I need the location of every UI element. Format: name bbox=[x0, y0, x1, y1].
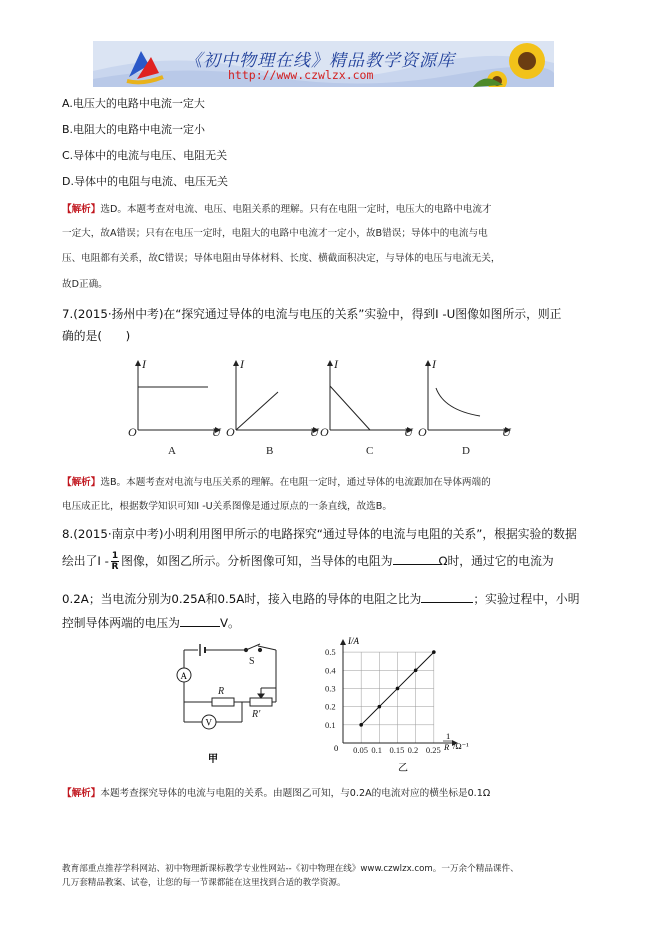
svg-text:U: U bbox=[212, 425, 221, 439]
q7-graphs bbox=[120, 350, 520, 462]
svg-text:O: O bbox=[226, 425, 235, 439]
x-tick-label: 0.25 bbox=[425, 745, 441, 755]
svg-text:R: R bbox=[444, 742, 450, 752]
q8-stem-line2: 绘出了I - $\frac{1}{R}$ 图像，如图乙所示。分析图像可知，当导体的电阻为 Ω时，通过它的电流为 bbox=[62, 551, 554, 572]
y-tick-label: 0.2 bbox=[325, 701, 336, 712]
svg-text:U: U bbox=[310, 425, 319, 439]
chart-caption: 乙 bbox=[398, 763, 408, 774]
q7-analysis-line1: 【解析】选B。本题考查对电流与电压关系的理解。在电阻一定时，通过导体的电流跟加在导体两端的 bbox=[62, 477, 491, 488]
data-point bbox=[359, 723, 363, 727]
svg-text:A: A bbox=[180, 671, 187, 681]
svg-text:R: R bbox=[218, 686, 225, 697]
svg-text:U: U bbox=[502, 425, 511, 439]
q6-analysis-line2: 一定大，故A错误；只有在电压一定时，电阻大的电路中电流才一定小，故B错误；导体中的电流与电 bbox=[62, 228, 488, 239]
data-point bbox=[378, 705, 382, 709]
analysis-tag: 【解析】 bbox=[62, 788, 101, 799]
option-a: A.电压大的电路中电流一定大 bbox=[62, 97, 205, 110]
answer-blank-3 bbox=[180, 615, 220, 627]
q7-analysis-line2: 电压成正比，根据数学知识可知I -U关系图像是通过原点的一条直线，故选B。 bbox=[62, 501, 392, 512]
fraction-1-over-r: $\frac{1}{R}$ bbox=[111, 551, 119, 572]
svg-text:O: O bbox=[320, 425, 329, 439]
svg-text:R': R' bbox=[252, 709, 261, 720]
svg-text:I: I bbox=[142, 357, 146, 371]
data-point bbox=[414, 668, 418, 672]
svg-text:/Ω⁻¹: /Ω⁻¹ bbox=[453, 741, 469, 751]
graph-label-d: D bbox=[462, 445, 470, 457]
x-axis-label bbox=[443, 731, 469, 752]
graph-label-b: B bbox=[266, 445, 274, 457]
q8-stem-line4: 控制导体两端的电压为 V。 bbox=[62, 616, 240, 630]
graph-d bbox=[418, 357, 512, 457]
x-tick-label: 0.05 bbox=[353, 745, 369, 755]
svg-text:I: I bbox=[432, 357, 436, 371]
analysis-tag: 【解析】 bbox=[62, 204, 101, 215]
y-tick-label: 0.3 bbox=[325, 683, 336, 694]
graph-a bbox=[128, 357, 222, 457]
q7-stem-line2: 确的是( ) bbox=[62, 329, 131, 343]
y-tick-label: 0.4 bbox=[325, 665, 336, 676]
svg-text:I: I bbox=[240, 357, 244, 371]
footer-line2: 几万套精品教案、试卷，让您的每一节课都能在这里找到合适的教学资源。 bbox=[62, 878, 346, 888]
answer-blank-2 bbox=[421, 591, 473, 603]
svg-text:1: 1 bbox=[446, 731, 451, 741]
graph-c bbox=[320, 357, 414, 457]
banner-title: 《初中物理在线》精品教学资源库 bbox=[185, 51, 455, 71]
answer-blank-1 bbox=[393, 553, 439, 565]
circuit-diagram bbox=[172, 640, 297, 768]
q8-analysis-line1: 【解析】本题考查探究导体的电流与电阻的关系。由题图乙可知，与0.2A的电流对应的横坐标是0.1Ω bbox=[62, 788, 491, 799]
q6-analysis-line4: 故D正确。 bbox=[62, 279, 108, 290]
data-point bbox=[396, 687, 400, 691]
x-tick-label: 0.2 bbox=[407, 745, 419, 755]
option-b: B.电阻大的电路中电流一定小 bbox=[62, 123, 206, 136]
footer-line1: 教育部重点推荐学科网站、初中物理新课标教学专业性网站--《初中物理在线》www.czwlzx.com。一万余个精品课件、 bbox=[62, 864, 519, 874]
x-tick-label: 0.15 bbox=[389, 745, 405, 755]
y-axis-label: I/A bbox=[348, 636, 359, 646]
option-c: C.导体中的电流与电压、电阻无关 bbox=[62, 149, 228, 162]
option-d: D.导体中的电阻与电流、电压无关 bbox=[62, 175, 228, 188]
graph-label-a: A bbox=[168, 445, 176, 457]
graph-b bbox=[226, 357, 320, 457]
data-point bbox=[432, 650, 436, 654]
x-tick-label: 0.1 bbox=[371, 745, 382, 755]
svg-text:O: O bbox=[418, 425, 427, 439]
svg-text:U: U bbox=[404, 425, 413, 439]
q6-analysis-line1: 【解析】选D。本题考查对电流、电压、电阻关系的理解。只有在电阻一定时，电压大的电路中电流才 bbox=[62, 204, 492, 215]
graph-label-c: C bbox=[366, 445, 374, 457]
q8-stem-line1: 8.(2015·南京中考)小明利用图甲所示的电路探究“通过导体的电流与电阻的关系”，根据实验的数据 bbox=[62, 527, 577, 541]
q8-chart bbox=[310, 635, 490, 775]
svg-text:S: S bbox=[249, 656, 255, 667]
svg-text:O: O bbox=[128, 425, 137, 439]
svg-text:V: V bbox=[205, 717, 212, 728]
banner-url: http://www.czwlzx.com bbox=[228, 68, 374, 82]
svg-text:I: I bbox=[334, 357, 338, 371]
q8-stem-line3: 0.2A；当电流分别为0.25A和0.5A时，接入电路的导体的电阻之比为 ；实验过程中，小明 bbox=[62, 592, 580, 606]
circuit-caption: 甲 bbox=[208, 754, 218, 765]
q7-stem-line1: 7.(2015·扬州中考)在“探究通过导体的电流与电压的关系”实验中，得到I -U图像如图所示，则正 bbox=[62, 307, 562, 321]
origin-label: 0 bbox=[334, 743, 339, 753]
y-tick-label: 0.1 bbox=[325, 719, 336, 730]
y-tick-label: 0.5 bbox=[325, 647, 336, 658]
header-banner bbox=[93, 41, 554, 87]
analysis-tag: 【解析】 bbox=[62, 477, 101, 488]
q6-analysis-line3: 压、电阻都有关系，故C错误；导体电阻由导体材料、长度、横截面积决定，与导体的电压与电流无关， bbox=[62, 253, 501, 264]
